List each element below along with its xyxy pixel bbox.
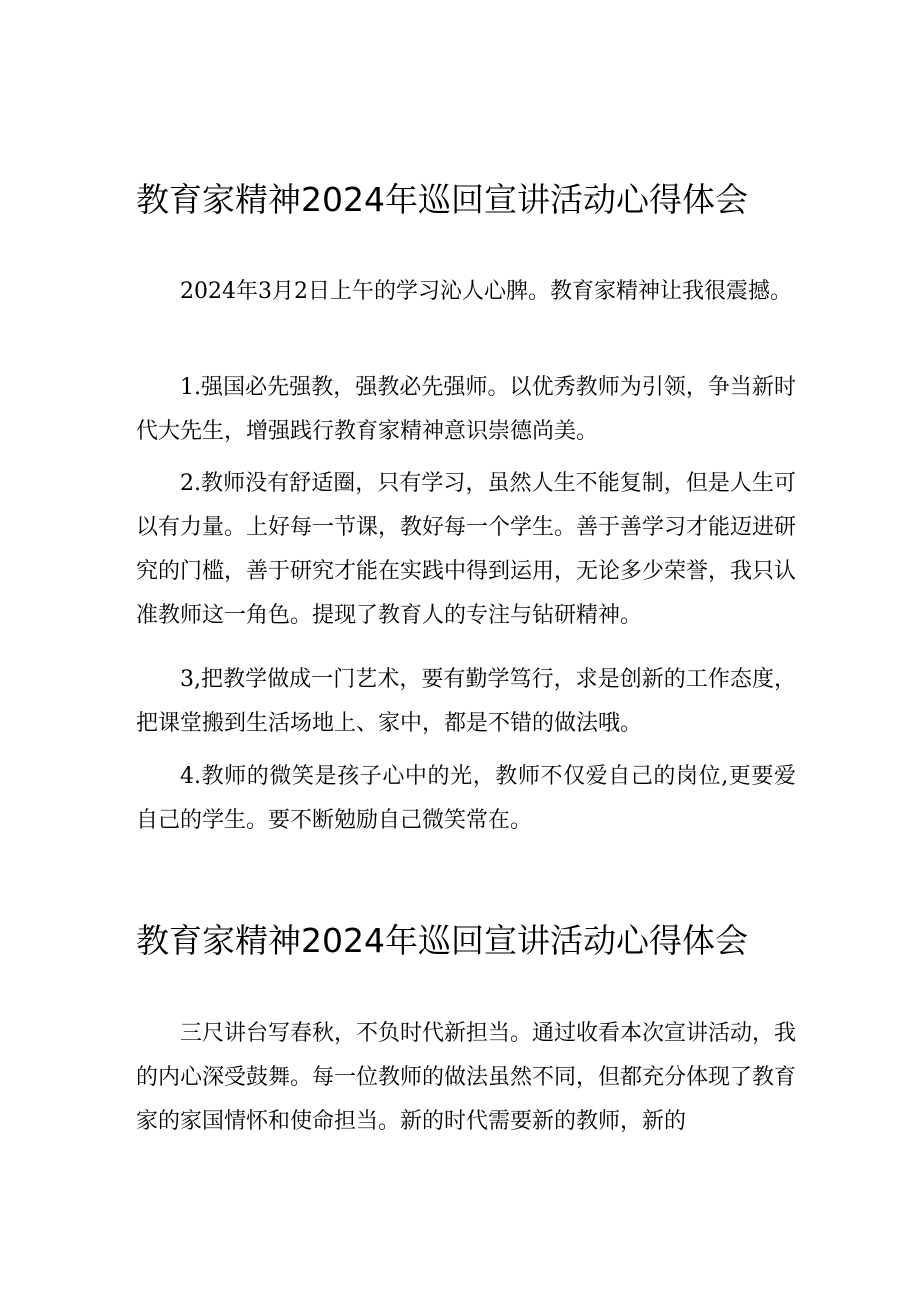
section1-title: 教育家精神2024年巡回宣讲活动心得体会	[136, 180, 748, 219]
section1-paragraph-point-3: 3,把教学做成一门艺术，要有勤学笃行，求是创新的工作态度，把课堂搬到生活场地上、家中，都是不错的做法哦。	[136, 667, 796, 736]
section1-paragraph-point-2: 2.教师没有舒适圈，只有学习，虽然人生不能复制，但是人生可以有力量。上好每一节课，教好每一个学生。善于善学习才能迈进研究的门槛，善于研究才能在实践中得到运用，无论多少荣誉，我只认准教师这一角色。提现了教育人的专注与钻研精神。	[136, 471, 797, 628]
section1-paragraph-point-1: 1.强国必先强教，强教必先强师。以优秀教师为引领，争当新时代大先生，增强践行教育家精神意识崇德尚美。	[136, 375, 796, 444]
section2-paragraph-intro: 三尺讲台写春秋，不负时代新担当。通过收看本次宣讲活动，我的内心深受鼓舞。每一位教师的做法虽然不同，但都充分体现了教育家的家国情怀和使命担当。新的时代需要新的教师，新的	[136, 1021, 797, 1134]
section2-title: 教育家精神2024年巡回宣讲活动心得体会	[136, 921, 748, 960]
section1-paragraph-intro: 2024年3月2日上午的学习沁人心脾。教育家精神让我很震撼。	[180, 279, 792, 304]
section1-paragraph-point-4: 4.教师的微笑是孩子心中的光，教师不仅爱自己的岗位,更要爱自己的学生。要不断勉励自己微笑常在。	[136, 764, 796, 833]
